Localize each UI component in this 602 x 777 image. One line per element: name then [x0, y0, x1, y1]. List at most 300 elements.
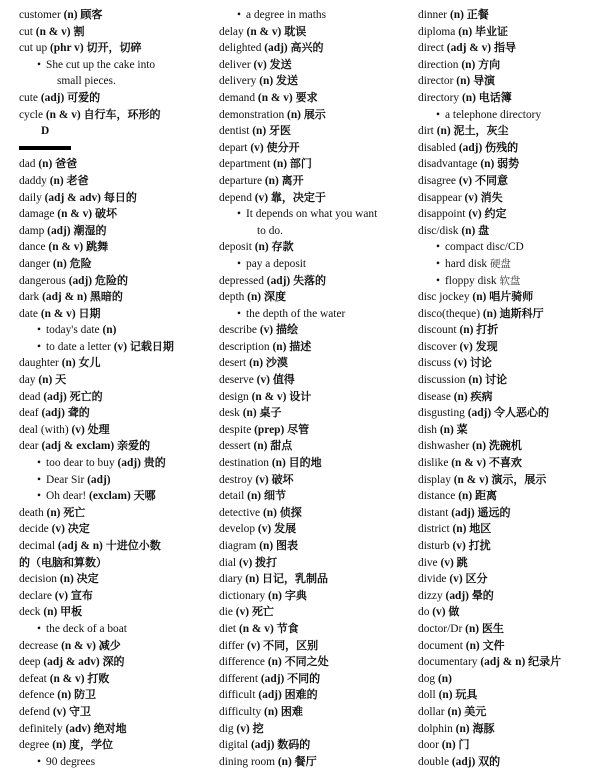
- headword: danger: [19, 257, 50, 270]
- chinese-meaning: 拨打: [255, 555, 278, 569]
- bullet-icon: •: [37, 457, 41, 470]
- dictionary-entry: [19, 389, 215, 406]
- dictionary-entry: [418, 505, 602, 522]
- dictionary-entry: [219, 73, 415, 90]
- dictionary-entry: [219, 438, 415, 455]
- dictionary-entry: [418, 621, 602, 638]
- chinese-meaning: 跳舞: [86, 240, 109, 254]
- part-of-speech: (n): [259, 540, 274, 552]
- part-of-speech: (n): [461, 224, 476, 237]
- example-line: [418, 273, 602, 290]
- dictionary-entry: [19, 571, 215, 588]
- headword: disadvantage: [418, 158, 478, 171]
- part-of-speech: (n): [271, 457, 286, 470]
- part-of-speech: (n): [43, 606, 58, 619]
- chinese-meaning: 菜: [456, 422, 468, 436]
- part-of-speech: (v): [71, 423, 85, 436]
- dictionary-entry: [219, 24, 415, 41]
- chinese-meaning: 讨论: [469, 356, 492, 370]
- dictionary-entry: [219, 472, 415, 489]
- part-of-speech: (n): [46, 506, 61, 519]
- headword: dinner: [418, 9, 448, 21]
- chinese-meaning: 打败: [87, 671, 110, 685]
- dictionary-entry: [219, 57, 415, 74]
- headword: customer: [19, 9, 61, 21]
- headword: district: [418, 523, 450, 536]
- dictionary-entry: [418, 7, 602, 24]
- chinese-meaning: 不同之处: [284, 655, 329, 669]
- example-text: Dear Sir: [46, 473, 85, 486]
- chinese-meaning: 离开: [281, 173, 304, 187]
- headword: damp: [19, 224, 45, 237]
- part-of-speech: (v): [259, 324, 274, 337]
- chinese-meaning: 设计: [289, 389, 312, 403]
- bullet-icon: •: [436, 241, 440, 254]
- headword: disappear: [418, 191, 462, 204]
- chinese-meaning: 度，学位: [69, 738, 113, 752]
- example-text: pay a deposit: [246, 257, 307, 270]
- chinese-meaning: 十进位小数: [105, 539, 161, 552]
- chinese-meaning: 导演: [473, 74, 496, 88]
- chinese-meaning: 耽误: [284, 24, 307, 38]
- chinese-meaning: 守卫: [69, 704, 92, 718]
- chinese-meaning: 玩具: [455, 688, 478, 702]
- dictionary-entry: [418, 555, 602, 572]
- example-text: to do.: [257, 224, 283, 237]
- dictionary-entry: [418, 223, 602, 240]
- headword: director: [418, 75, 454, 88]
- dictionary-entry: [219, 339, 415, 356]
- example-line: [219, 306, 415, 323]
- headword: diagram: [219, 540, 257, 552]
- example-line: [219, 206, 415, 223]
- dictionary-entry: [418, 521, 602, 538]
- example-line: [418, 107, 602, 124]
- headword: difficulty: [219, 705, 262, 718]
- chinese-meaning: 跳: [456, 555, 468, 569]
- part-of-speech: (v): [253, 58, 267, 71]
- part-of-speech: (phr v): [50, 42, 84, 55]
- chinese-meaning: 部门: [289, 157, 312, 171]
- part-of-speech: (n): [49, 174, 64, 187]
- example-line: [219, 7, 415, 24]
- headword: dial: [219, 556, 237, 569]
- chinese-meaning: 尽管: [287, 422, 310, 436]
- bullet-icon: •: [37, 340, 41, 353]
- part-of-speech: (n): [262, 506, 277, 519]
- dictionary-entry: [219, 422, 415, 439]
- chinese-meaning: 区分: [465, 572, 488, 586]
- chinese-meaning: 深的: [102, 655, 125, 669]
- part-of-speech: (adj): [43, 390, 67, 403]
- dictionary-entry: [219, 322, 415, 339]
- chinese-meaning: 存款: [271, 240, 294, 254]
- part-of-speech: (adj): [451, 755, 476, 768]
- part-of-speech: (v): [236, 722, 250, 735]
- dictionary-entry: [418, 472, 602, 489]
- dictionary-entry: [219, 389, 415, 406]
- chinese-meaning: 日期: [78, 306, 101, 320]
- chinese-meaning: 发展: [274, 522, 297, 536]
- headword: design: [219, 390, 249, 403]
- headword: dictionary: [219, 589, 266, 602]
- chinese-meaning: 贵的: [143, 456, 166, 470]
- part-of-speech: (n): [57, 689, 72, 702]
- part-of-speech: (n): [465, 622, 480, 635]
- chinese-meaning: 女儿: [78, 356, 101, 370]
- example-text: Oh dear!: [46, 490, 87, 503]
- chinese-meaning: 要求: [295, 90, 318, 104]
- chinese-meaning: 讨论: [485, 373, 508, 387]
- part-of-speech: (adj): [41, 407, 65, 420]
- chinese-meaning: 打折: [476, 323, 499, 337]
- chinese-meaning: 高兴的: [290, 41, 324, 55]
- chinese-meaning: 值得: [272, 373, 295, 387]
- headword: detail: [219, 490, 245, 503]
- headword: disagree: [418, 174, 456, 187]
- part-of-speech: (n & v): [45, 108, 81, 121]
- dictionary-entry: [19, 704, 215, 721]
- chinese-meaning: 甲板: [60, 605, 83, 619]
- dictionary-entry: [219, 555, 415, 572]
- headword: cut: [19, 25, 33, 38]
- headword: disappoint: [418, 208, 466, 221]
- headword: do: [418, 606, 430, 619]
- dictionary-entry: [219, 505, 415, 522]
- dictionary-entry: [418, 721, 602, 738]
- dictionary-entry: [418, 671, 602, 688]
- example-text: hard disk: [445, 257, 488, 270]
- dictionary-entry: [418, 372, 602, 389]
- headword: direction: [418, 58, 459, 71]
- headword: deliver: [219, 58, 251, 71]
- bullet-icon: •: [37, 58, 41, 71]
- headword: depressed: [219, 274, 264, 287]
- headword: dining room: [219, 755, 276, 768]
- part-of-speech: (n): [52, 739, 67, 752]
- headword: dollar: [418, 705, 445, 718]
- headword: diet: [219, 622, 237, 635]
- headword: desert: [219, 357, 247, 370]
- chinese-meaning: 绝对地: [93, 721, 127, 735]
- example-text: a telephone directory: [445, 108, 542, 121]
- part-of-speech: (n): [480, 158, 495, 171]
- headword: cute: [19, 91, 38, 104]
- chinese-meaning: 深度: [263, 290, 286, 304]
- part-of-speech: (n & v): [238, 622, 274, 635]
- part-of-speech: (n): [439, 423, 454, 436]
- chinese-meaning: 洗碗机: [488, 439, 522, 453]
- headword: distance: [418, 490, 456, 503]
- part-of-speech: (n): [468, 374, 483, 387]
- chinese-meaning: 不同意: [474, 173, 508, 187]
- chinese-meaning: 消失: [480, 190, 503, 204]
- chinese-meaning: 危险的: [94, 273, 128, 287]
- dictionary-entry: [19, 737, 215, 754]
- dictionary-entry: [219, 289, 415, 306]
- dictionary-entry: [418, 588, 602, 605]
- headword: disgusting: [418, 407, 465, 420]
- part-of-speech: (v): [468, 208, 482, 221]
- part-of-speech: (n): [264, 705, 278, 718]
- chinese-meaning: 医生: [481, 621, 504, 635]
- headword: dislike: [418, 457, 449, 470]
- dictionary-entry: [219, 721, 415, 738]
- dictionary-entry: [19, 256, 215, 273]
- dictionary-entry: [418, 405, 602, 422]
- part-of-speech: (n & v): [453, 473, 489, 486]
- headword: document: [418, 639, 463, 652]
- part-of-speech: (adj): [87, 473, 111, 486]
- chinese-meaning: 困难: [280, 704, 303, 718]
- chinese-meaning: 硬盘: [489, 257, 511, 270]
- part-of-speech: (n): [249, 357, 263, 370]
- part-of-speech: (adj): [260, 672, 285, 685]
- headword: declare: [19, 589, 52, 602]
- headword: documentary: [418, 656, 478, 669]
- headword: discover: [418, 340, 457, 353]
- example-text: It depends on what you want: [246, 208, 378, 221]
- chinese-meaning: 描绘: [275, 323, 298, 337]
- dictionary-entry: [19, 206, 215, 223]
- headword: destroy: [219, 473, 253, 486]
- part-of-speech: (n): [38, 374, 53, 387]
- headword: digital: [219, 739, 249, 752]
- chinese-meaning: 死亡的: [69, 389, 103, 403]
- bullet-icon: •: [237, 307, 241, 320]
- dictionary-entry: [219, 521, 415, 538]
- chinese-meaning: 割: [73, 24, 85, 38]
- bullet-icon: •: [37, 473, 41, 486]
- chinese-meaning: 目的地: [288, 456, 322, 470]
- dictionary-entry: [418, 538, 602, 555]
- part-of-speech: (v): [256, 374, 270, 387]
- dictionary-entry: [418, 488, 602, 505]
- chinese-meaning: 天: [55, 373, 67, 387]
- part-of-speech: (n & v): [48, 241, 84, 254]
- part-of-speech: (n): [268, 589, 282, 602]
- part-of-speech: (adj): [258, 689, 282, 702]
- chinese-meaning: 不喜欢: [488, 456, 522, 470]
- chinese-meaning: 决定: [67, 522, 90, 536]
- headword: definitely: [19, 722, 63, 735]
- dictionary-entry: [19, 588, 215, 605]
- part-of-speech: (n): [472, 440, 487, 453]
- chinese-meaning: 黑暗的: [89, 290, 123, 304]
- headword: deck: [19, 606, 41, 619]
- chinese-meaning: 指导: [493, 41, 516, 55]
- part-of-speech: (adj): [264, 42, 288, 55]
- chinese-meaning: 地区: [469, 522, 492, 536]
- headword: depend: [219, 191, 252, 204]
- dictionary-entry: [418, 355, 602, 372]
- part-of-speech: (adj): [445, 589, 469, 602]
- chinese-meaning: 潮湿的: [73, 223, 107, 237]
- section-letter-text: D: [41, 125, 50, 138]
- part-of-speech: (n): [102, 324, 117, 337]
- part-of-speech: (n): [52, 257, 67, 270]
- part-of-speech: (n): [63, 9, 78, 21]
- headword: decimal: [19, 540, 56, 552]
- example-line: [19, 339, 215, 356]
- headword: demand: [219, 91, 256, 104]
- part-of-speech: (n): [273, 158, 288, 171]
- part-of-speech: (adj): [467, 407, 492, 420]
- dictionary-entry: [418, 322, 602, 339]
- chinese-meaning: 防卫: [74, 688, 97, 702]
- chinese-meaning: 细节: [263, 489, 286, 503]
- part-of-speech: (n & v): [251, 390, 287, 403]
- dictionary-entry: [219, 604, 415, 621]
- headword: doctor/Dr: [418, 622, 463, 635]
- headword: defeat: [19, 672, 47, 685]
- dictionary-entry: [418, 40, 602, 57]
- headword: disc/disk: [418, 224, 459, 237]
- headword: dish: [418, 423, 437, 436]
- chinese-meaning: 可爱的: [67, 90, 101, 104]
- part-of-speech: (adj & n): [42, 291, 88, 304]
- dictionary-entry: [219, 273, 415, 290]
- chinese-meaning: 破坏: [94, 207, 117, 221]
- part-of-speech: (v): [440, 556, 454, 569]
- part-of-speech: (n): [482, 307, 497, 320]
- dictionary-entry: [418, 206, 602, 223]
- part-of-speech: (n): [459, 324, 474, 337]
- dictionary-entry: [418, 90, 602, 107]
- part-of-speech: (adj & n): [480, 656, 526, 669]
- dictionary-entry: [418, 438, 602, 455]
- dictionary-entry: [19, 355, 215, 372]
- dictionary-entry: [219, 239, 415, 256]
- dictionary-entry: [19, 306, 215, 323]
- dictionary-entry: [418, 687, 602, 704]
- chinese-meaning: 聋的: [67, 406, 90, 420]
- part-of-speech: (n & v): [35, 25, 71, 38]
- part-of-speech: (prep): [254, 423, 285, 436]
- part-of-speech: (n): [61, 357, 76, 370]
- part-of-speech: (v): [464, 191, 478, 204]
- chinese-meaning: 节食: [276, 621, 299, 635]
- dictionary-entry: [418, 140, 602, 157]
- chinese-meaning: 图表: [275, 539, 298, 552]
- example-line: [19, 57, 215, 74]
- headword: dessert: [219, 440, 251, 453]
- example-line: [19, 621, 215, 638]
- chinese-meaning: 危险: [69, 256, 92, 270]
- headword: dolphin: [418, 722, 453, 735]
- example-line: [19, 322, 215, 339]
- chinese-meaning: 数码的: [277, 738, 311, 752]
- chinese-meaning: 文件: [482, 638, 505, 652]
- headword: dig: [219, 722, 234, 735]
- dictionary-entry: [418, 156, 602, 173]
- part-of-speech: (v): [453, 357, 468, 370]
- chinese-meaning: 美元: [464, 704, 487, 718]
- example-line: [19, 455, 215, 472]
- part-of-speech: (v): [452, 540, 466, 552]
- example-line: [418, 239, 602, 256]
- chinese-meaning: 发送: [269, 57, 292, 71]
- dictionary-entry: [418, 73, 602, 90]
- chinese-meaning: 切开，切碎: [86, 41, 142, 55]
- part-of-speech: (n): [438, 689, 453, 702]
- word-list-column-1: [19, 7, 215, 770]
- example-line: [19, 754, 215, 771]
- chinese-meaning: 做: [448, 605, 460, 619]
- dictionary-entry: [219, 488, 415, 505]
- bullet-icon: •: [237, 257, 241, 270]
- headword: display: [418, 473, 451, 486]
- part-of-speech: (v): [254, 191, 269, 204]
- part-of-speech: (n): [458, 490, 473, 503]
- dictionary-entry: [219, 671, 415, 688]
- example-continuation: [219, 223, 415, 240]
- dictionary-entry: [219, 123, 415, 140]
- part-of-speech: (v): [235, 606, 250, 619]
- headword: description: [219, 340, 270, 353]
- part-of-speech: (n): [456, 75, 471, 88]
- part-of-speech: (v): [459, 340, 473, 353]
- headword: decrease: [19, 639, 59, 652]
- chinese-meaning: 纪录片: [528, 655, 562, 669]
- part-of-speech: (v): [51, 523, 65, 536]
- dictionary-entry: [418, 289, 602, 306]
- example-text: today's date: [46, 324, 100, 337]
- headword: distant: [418, 506, 449, 519]
- part-of-speech: (n): [242, 407, 257, 420]
- dictionary-entry: [219, 372, 415, 389]
- chinese-meaning: 唱片骑师: [489, 290, 534, 304]
- example-text: a degree in maths: [246, 9, 327, 21]
- chinese-meaning: 餐厅: [294, 754, 317, 768]
- chinese-meaning: 距离: [474, 489, 497, 503]
- chinese-meaning: 泥土，灰尘: [453, 124, 509, 138]
- example-text: to date a letter: [46, 340, 111, 353]
- dictionary-entry: [19, 223, 215, 240]
- headword: decide: [19, 523, 49, 536]
- headword: degree: [19, 739, 50, 752]
- part-of-speech: (n): [461, 58, 476, 71]
- example-text: She cut up the cake into: [46, 58, 156, 71]
- part-of-speech: (n): [461, 91, 476, 104]
- chinese-meaning: 亲爱的: [117, 439, 151, 453]
- chinese-meaning: 弱势: [497, 157, 520, 171]
- chinese-meaning: 死亡: [63, 505, 86, 519]
- dictionary-entry: [219, 538, 415, 555]
- section-divider: [19, 140, 215, 157]
- headword: diploma: [418, 25, 456, 38]
- headword: dark: [19, 291, 40, 304]
- headword: difficult: [219, 689, 256, 702]
- chinese-meaning: 桌子: [259, 406, 282, 420]
- part-of-speech: (n): [472, 291, 487, 304]
- headword: detective: [219, 506, 261, 519]
- part-of-speech: (n): [247, 291, 262, 304]
- chinese-meaning: 宣布: [70, 588, 93, 602]
- headword: dance: [19, 241, 46, 254]
- part-of-speech: (v): [238, 556, 253, 569]
- chinese-meaning: 展示: [303, 107, 326, 121]
- part-of-speech: (adj & adv): [44, 191, 101, 204]
- headword: deaf: [19, 407, 39, 420]
- example-text: compact disc/CD: [445, 241, 524, 254]
- part-of-speech: (n): [254, 241, 269, 254]
- part-of-speech: (n): [259, 75, 274, 88]
- dictionary-entry: [219, 40, 415, 57]
- part-of-speech: (n): [455, 722, 470, 735]
- headword: dead: [19, 390, 41, 403]
- part-of-speech: (n): [245, 573, 260, 586]
